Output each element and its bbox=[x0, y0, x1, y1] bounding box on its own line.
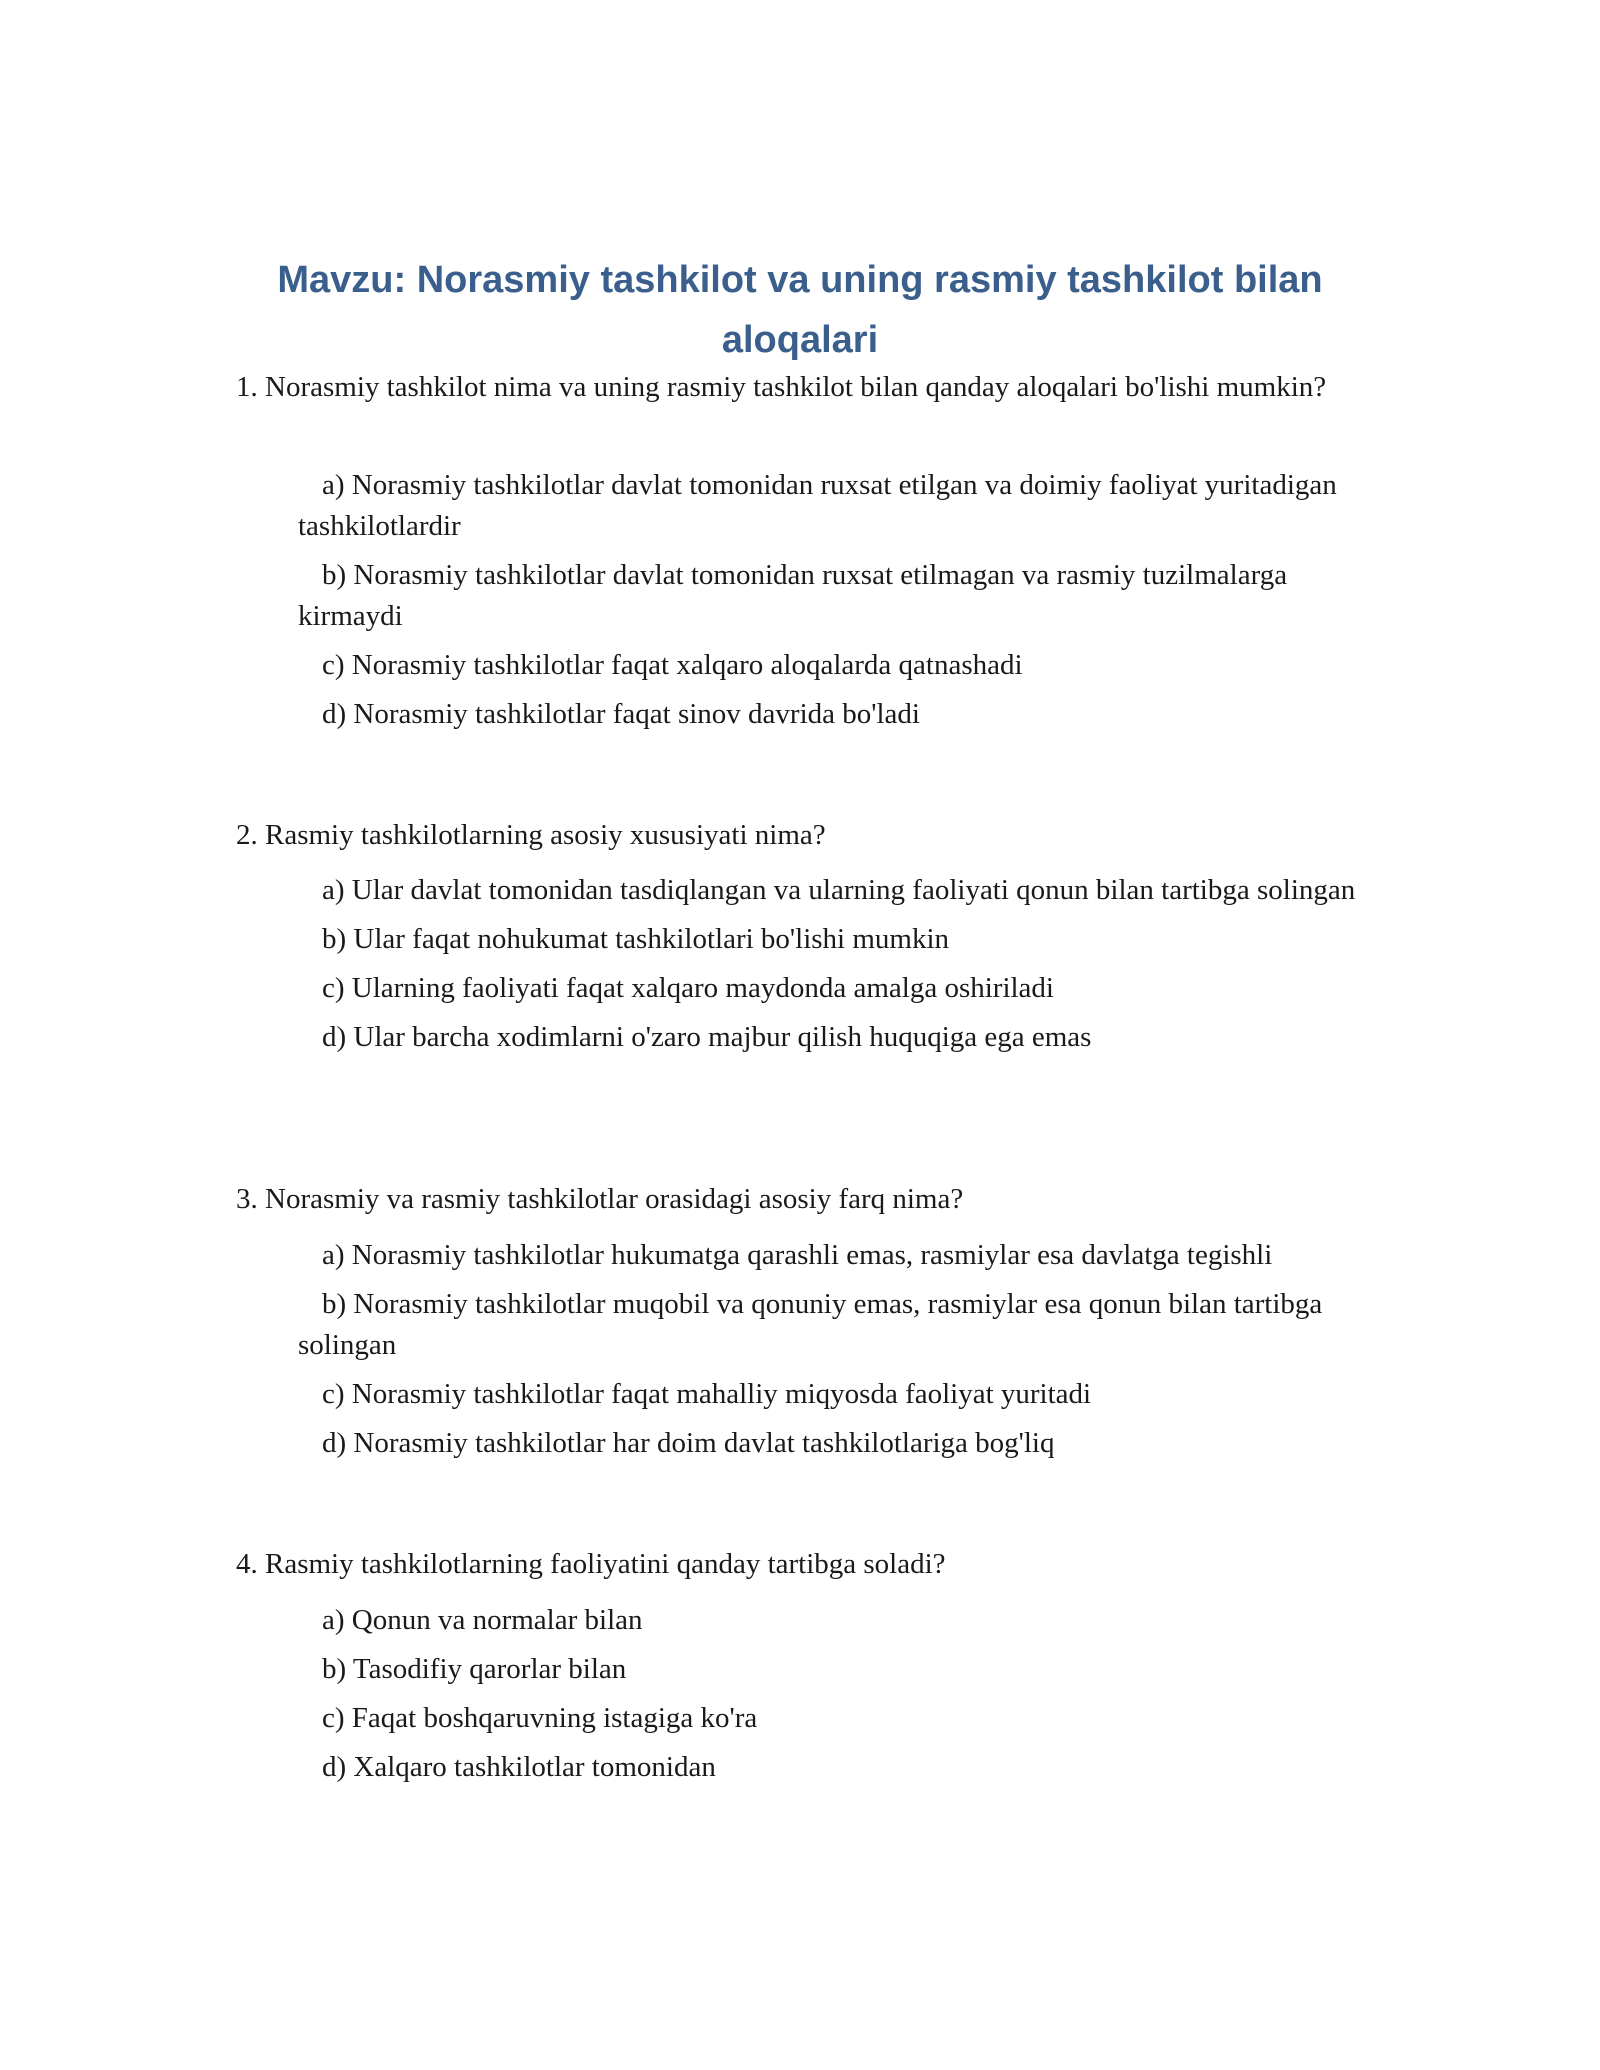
question-3-option-d: d) Norasmiy tashkilotlar har doim davlat tashkilotlariga bog'liq bbox=[322, 1427, 1055, 1459]
question-4-option-d: d) Xalqaro tashkilotlar tomonidan bbox=[322, 1751, 716, 1783]
question-2-options bbox=[298, 870, 1358, 1066]
question-1-option-b: b) Norasmiy tashkilotlar davlat tomonidan ruxsat etilmagan va rasmiy tuzilmalarga kirmaydi bbox=[298, 559, 1288, 632]
question-4-options bbox=[298, 1600, 1358, 1796]
question-3-options bbox=[298, 1235, 1358, 1472]
question-1-option-d: d) Norasmiy tashkilotlar faqat sinov davrida bo'ladi bbox=[322, 698, 920, 730]
question-1-option-c: c) Norasmiy tashkilotlar faqat xalqaro aloqalarda qatnashadi bbox=[322, 649, 1023, 681]
question-3-option-b: b) Norasmiy tashkilotlar muqobil va qonuniy emas, rasmiylar esa qonun bilan tartibga solingan bbox=[298, 1288, 1323, 1361]
question-4: 4. Rasmiy tashkilotlarning faoliyatini qanday tartibga soladi? bbox=[236, 1548, 946, 1580]
question-4-option-a: a) Qonun va normalar bilan bbox=[322, 1604, 643, 1636]
question-1: 1. Norasmiy tashkilot nima va uning rasmiy tashkilot bilan qanday aloqalari bo'lishi mumkin? bbox=[236, 371, 1327, 403]
document-title: Mavzu: Norasmiy tashkilot va uning rasmiy tashkilot bilan aloqalari bbox=[277, 259, 1323, 361]
question-1-options bbox=[298, 465, 1358, 743]
question-2-option-b: b) Ular faqat nohukumat tashkilotlari bo'lishi mumkin bbox=[322, 923, 950, 955]
question-3: 3. Norasmiy va rasmiy tashkilotlar orasidagi asosiy farq nima? bbox=[236, 1183, 964, 1215]
question-3-option-c: c) Norasmiy tashkilotlar faqat mahalliy miqyosda faoliyat yuritadi bbox=[322, 1378, 1092, 1410]
question-2: 2. Rasmiy tashkilotlarning asosiy xususiyati nima? bbox=[236, 819, 826, 851]
question-3-option-a: a) Norasmiy tashkilotlar hukumatga qarashli emas, rasmiylar esa davlatga tegishli bbox=[322, 1239, 1273, 1271]
question-1-option-a: a) Norasmiy tashkilotlar davlat tomonidan ruxsat etilgan va doimiy faoliyat yuritadigan tashkilotlardir bbox=[298, 469, 1337, 542]
question-2-option-a: a) Ular davlat tomonidan tasdiqlangan va ularning faoliyati qonun bilan tartibga solingan bbox=[322, 874, 1356, 906]
question-4-option-b: b) Tasodifiy qarorlar bilan bbox=[322, 1653, 627, 1685]
question-2-option-c: c) Ularning faoliyati faqat xalqaro maydonda amalga oshiriladi bbox=[322, 972, 1054, 1004]
question-4-option-c: c) Faqat boshqaruvning istagiga ko'ra bbox=[322, 1702, 758, 1734]
question-2-option-d: d) Ular barcha xodimlarni o'zaro majbur qilish huquqiga ega emas bbox=[322, 1021, 1092, 1053]
